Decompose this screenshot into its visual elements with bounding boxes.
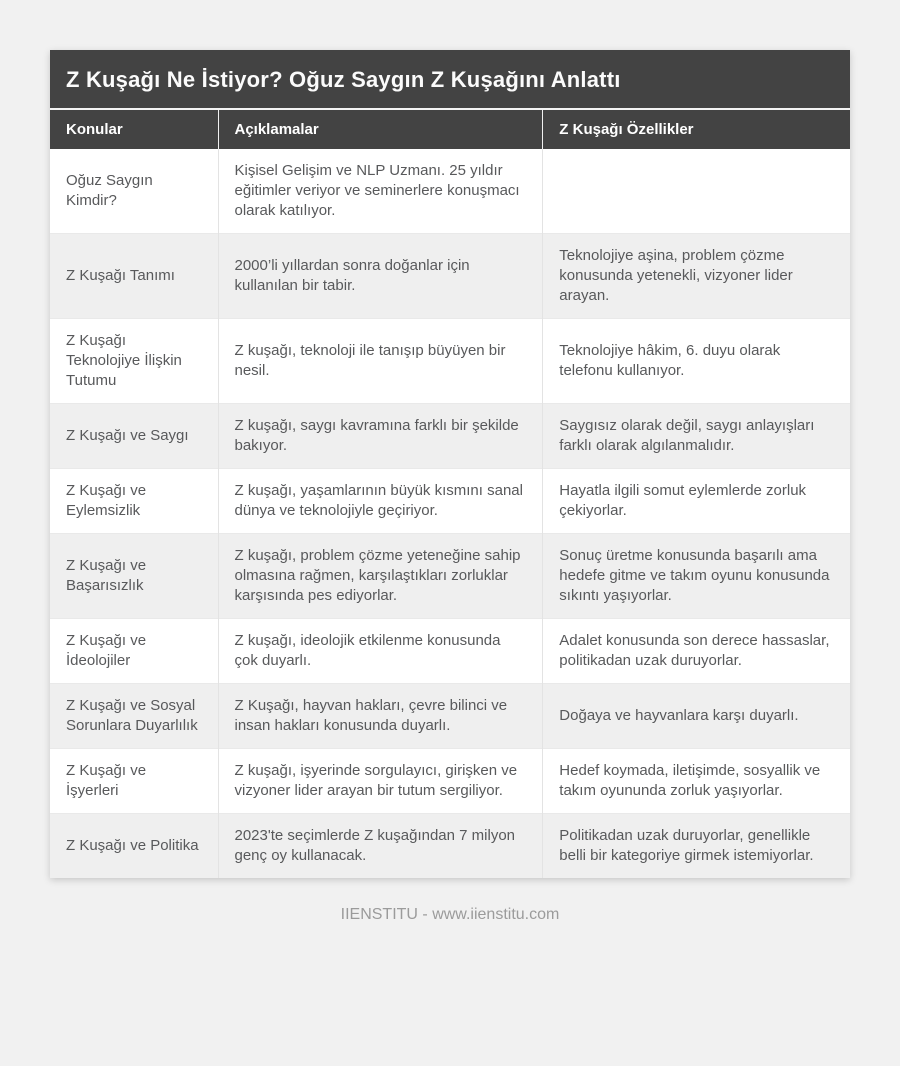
traits-cell: Doğaya ve hayvanlara karşı duyarlı. xyxy=(543,684,850,749)
table-row xyxy=(50,234,850,319)
topic-cell: Z Kuşağı ve İşyerleri xyxy=(50,749,218,814)
topic-cell: Z Kuşağı Tanımı xyxy=(50,234,218,319)
traits-cell: Adalet konusunda son derece hassaslar, politikadan uzak duruyorlar. xyxy=(543,619,850,684)
description-cell: Z Kuşağı, hayvan hakları, çevre bilinci ve insan hakları konusunda duyarlı. xyxy=(218,684,543,749)
table-header xyxy=(50,110,850,149)
table-row xyxy=(50,684,850,749)
table-row xyxy=(50,619,850,684)
traits-cell: Teknolojiye hâkim, 6. duyu olarak telefonu kullanıyor. xyxy=(543,319,850,404)
topic-cell: Z Kuşağı ve Saygı xyxy=(50,404,218,469)
description-cell: Z kuşağı, işyerinde sorgulayıcı, girişken ve vizyoner lider arayan bir tutum sergiliyor. xyxy=(218,749,543,814)
description-cell: 2000’li yıllardan sonra doğanlar için kullanılan bir tabir. xyxy=(218,234,543,319)
table-row xyxy=(50,749,850,814)
traits-cell: Teknolojiye aşina, problem çözme konusunda yetenekli, vizyoner lider arayan. xyxy=(543,234,850,319)
traits-cell: Hayatla ilgili somut eylemlerde zorluk çekiyorlar. xyxy=(543,469,850,534)
topic-cell: Z Kuşağı ve İdeolojiler xyxy=(50,619,218,684)
traits-cell: Politikadan uzak duruyorlar, genellikle belli bir kategoriye girmek istemiyorlar. xyxy=(543,814,850,879)
footer-credit: IIENSTITU - www.iienstitu.com xyxy=(340,906,560,923)
description-cell: Z kuşağı, saygı kavramına farklı bir şekilde bakıyor. xyxy=(218,404,543,469)
table-row xyxy=(50,319,850,404)
topic-cell: Z Kuşağı ve Eylemsizlik xyxy=(50,469,218,534)
topic-cell: Z Kuşağı ve Sosyal Sorunlara Duyarlılık xyxy=(50,684,218,749)
traits-cell xyxy=(543,149,850,234)
topic-cell: Z Kuşağı ve Başarısızlık xyxy=(50,534,218,619)
traits-cell: Saygısız olarak değil, saygı anlayışları farklı olarak algılanmalıdır. xyxy=(543,404,850,469)
table-row xyxy=(50,814,850,879)
topic-cell: Z Kuşağı Teknolojiye İlişkin Tutumu xyxy=(50,319,218,404)
column-header-topics: Konular xyxy=(50,110,218,149)
table-row xyxy=(50,469,850,534)
description-cell: Z kuşağı, ideolojik etkilenme konusunda çok duyarlı. xyxy=(218,619,543,684)
article-table-card xyxy=(50,50,850,878)
table-row xyxy=(50,404,850,469)
column-header-descriptions: Açıklamalar xyxy=(218,110,543,149)
topic-cell: Oğuz Saygın Kimdir? xyxy=(50,149,218,234)
traits-cell: Hedef koymada, iletişimde, sosyallik ve takım oyununda zorluk yaşıyorlar. xyxy=(543,749,850,814)
generation-z-table xyxy=(50,110,850,878)
column-header-traits: Z Kuşağı Özellikler xyxy=(543,110,850,149)
description-cell: Z kuşağı, teknoloji ile tanışıp büyüyen bir nesil. xyxy=(218,319,543,404)
topic-cell: Z Kuşağı ve Politika xyxy=(50,814,218,879)
traits-cell: Sonuç üretme konusunda başarılı ama hedefe gitme ve takım oyunu konusunda sıkıntı yaşıyorlar. xyxy=(543,534,850,619)
header-row xyxy=(50,110,850,149)
page-title: Z Kuşağı Ne İstiyor? Oğuz Saygın Z Kuşağını Anlattı xyxy=(50,50,850,110)
table-row xyxy=(50,149,850,234)
description-cell: 2023'te seçimlerde Z kuşağından 7 milyon genç oy kullanacak. xyxy=(218,814,543,879)
table-row xyxy=(50,534,850,619)
description-cell: Z kuşağı, yaşamlarının büyük kısmını sanal dünya ve teknolojiyle geçiriyor. xyxy=(218,469,543,534)
description-cell: Kişisel Gelişim ve NLP Uzmanı. 25 yıldır eğitimler veriyor ve seminerlere konuşmacı olarak katılıyor. xyxy=(218,149,543,234)
description-cell: Z kuşağı, problem çözme yeteneğine sahip olmasına rağmen, karşılaştıkları zorluklar karşısında pes ediyorlar. xyxy=(218,534,543,619)
table-body xyxy=(50,149,850,878)
